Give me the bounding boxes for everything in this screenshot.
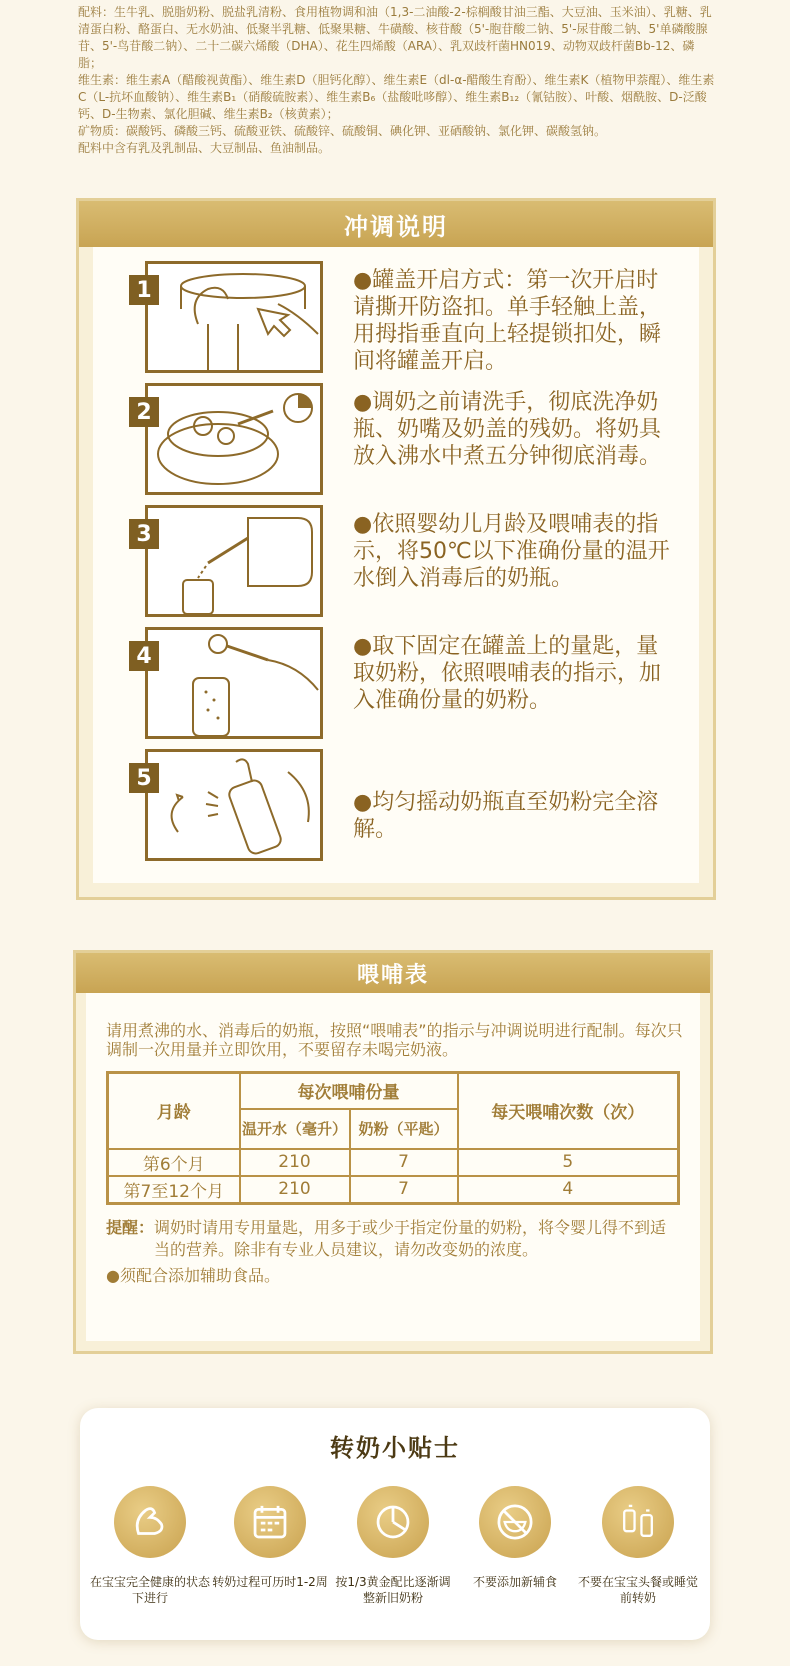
- step-text-2: ●调奶之前请洗手，彻底洗净奶瓶、奶嘴及奶盖的残奶。将奶具放入沸水中煮五分钟彻底消毒。: [353, 390, 662, 469]
- prep-step-4: [129, 627, 662, 739]
- row-age: 第6个月: [108, 1149, 240, 1176]
- ingredients-block: [78, 4, 718, 157]
- step-number-2: 2: [129, 397, 159, 427]
- header-portion: 每次喂哺份量: [240, 1073, 458, 1109]
- row-powder: 7: [350, 1149, 458, 1176]
- prep-step-2: [129, 383, 662, 495]
- tip-item: [210, 1486, 330, 1590]
- header-powder: 奶粉（平匙）: [350, 1109, 458, 1149]
- tip-text: 不要在宝宝头餐或睡觉前转奶: [578, 1575, 699, 1605]
- tips-title: 转奶小贴士: [330, 1434, 460, 1462]
- tip-item: [455, 1486, 575, 1590]
- row-age: 第7至12个月: [108, 1176, 240, 1204]
- feeding-table: [106, 1071, 680, 1205]
- pour-water-illustration: [145, 505, 323, 617]
- feeding-content: [86, 993, 700, 1341]
- reminder-text: 调奶时请用专用量匙，用多于或少于指定份量的奶粉，将令婴儿得不到适当的营养。除非有专业人员建议，请勿改变奶的浓度。: [154, 1217, 667, 1259]
- table-header-row: [108, 1073, 679, 1109]
- row-times: 5: [458, 1149, 679, 1176]
- tip-text: 在宝宝完全健康的状态下进行: [90, 1575, 211, 1605]
- bottle-switch-icon: [602, 1486, 674, 1558]
- step-text-1: ●罐盖开启方式：第一次开启时请撕开防盗扣。单手轻触上盖，用拇指垂直向上轻提锁扣处，瞬间将罐盖开启。: [353, 268, 662, 374]
- tips-card: [80, 1408, 710, 1640]
- step-number-5: 5: [129, 763, 159, 793]
- feeding-title: 喂哺表: [76, 953, 710, 993]
- step-number-1: 1: [129, 275, 159, 305]
- add-powder-illustration: [145, 627, 323, 739]
- boil-sterilize-illustration: [145, 383, 323, 495]
- allergen-note: 配料中含有乳及乳制品、大豆制品、鱼油制品。: [78, 141, 331, 155]
- step-text-5: ●均匀摇动奶瓶直至奶粉完全溶解。: [353, 790, 659, 842]
- row-powder: 7: [350, 1176, 458, 1204]
- header-age: 月龄: [108, 1073, 240, 1149]
- vitamins-list: 维生素：维生素A（醋酸视黄酯）、维生素D（胆钙化醇）、维生素E（dl-α-醋酸生育酚）、维生素K（植物甲萘醌）、维生素C（L-抗坏血酸钠）、维生素B₁（硝酸硫胺素）、维生素B₆（盐酸吡哆醇）、维生素B₁₂（氰钴胺）、叶酸、烟酰胺、D-泛酸钙、D-生物素、氯化胆碱、维生素B₂（核黄素）；: [78, 73, 715, 121]
- header-times: 每天喂哺次数（次）: [458, 1073, 679, 1149]
- pie-chart-icon: [357, 1486, 429, 1558]
- tip-text: 不要添加新辅食: [472, 1575, 557, 1589]
- header-water: 温开水（毫升）: [240, 1109, 350, 1149]
- tip-text: 转奶过程可历时1-2周: [212, 1575, 328, 1589]
- calendar-icon: [234, 1486, 306, 1558]
- prep-step-3: [129, 505, 670, 617]
- tip-text: 按1/3黄金配比逐渐调整新旧奶粉: [335, 1575, 451, 1605]
- row-water: 210: [240, 1176, 350, 1204]
- tip-item: [333, 1486, 453, 1606]
- step-text-3: ●依照婴幼儿月龄及喂哺表的指示，将50℃以下准确份量的温开水倒入消毒后的奶瓶。: [353, 512, 670, 591]
- row-water: 210: [240, 1149, 350, 1176]
- shake-bottle-illustration: [145, 749, 323, 861]
- step-text-4: ●取下固定在罐盖上的量匙，量取奶粉，依照喂哺表的指示，加入准确份量的奶粉。: [353, 634, 662, 713]
- ingredients-list: 配料：生牛乳、脱脂奶粉、脱盐乳清粉、食用植物调和油（1,3-二油酸-2-棕榈酸甘油三酯、大豆油、玉米油）、乳糖、乳清蛋白粉、酪蛋白、无水奶油、低聚半乳糖、低聚果糖、牛磺酸、核苷酸（5'-胞苷酸二钠、5'-尿苷酸二钠、5'单磷酸腺苷、5'-鸟苷酸二钠）、二十二碳六烯酸（DHA）、花生四烯酸（ARA）、乳双歧杆菌HN019、动物双歧杆菌Bb-12、磷脂；: [78, 5, 712, 70]
- minerals-list: 矿物质：碳酸钙、磷酸三钙、硫酸亚铁、硫酸锌、硫酸铜、碘化钾、亚硒酸钠、氯化钾、碳酸氢钠。: [78, 124, 607, 138]
- feeding-section: [73, 950, 713, 1354]
- prep-step-5: [129, 749, 659, 861]
- prep-step-1: [129, 261, 662, 374]
- prep-title: 冲调说明: [79, 201, 713, 247]
- no-food-bowl-icon: [479, 1486, 551, 1558]
- prep-section: [76, 198, 716, 900]
- feeding-intro: 请用煮沸的水、消毒后的奶瓶，按照“喂哺表”的指示与冲调说明进行配制。每次只调制一次用量并立即饮用，不要留存未喝完奶液。: [106, 1021, 683, 1059]
- open-lid-illustration: [145, 261, 323, 373]
- tip-item: [90, 1486, 210, 1606]
- reminder-label: 提醒：: [106, 1217, 155, 1237]
- step-number-3: 3: [129, 519, 159, 549]
- row-times: 4: [458, 1176, 679, 1204]
- tip-item: [578, 1486, 698, 1606]
- supplement-note: ●须配合添加辅助食品。: [106, 1265, 280, 1285]
- table-row: [108, 1176, 679, 1204]
- reminder-block: [106, 1217, 680, 1287]
- reminder-row: [106, 1217, 680, 1261]
- prep-steps: [93, 247, 699, 883]
- muscle-arm-icon: [114, 1486, 186, 1558]
- table-row: [108, 1149, 679, 1176]
- step-number-4: 4: [129, 641, 159, 671]
